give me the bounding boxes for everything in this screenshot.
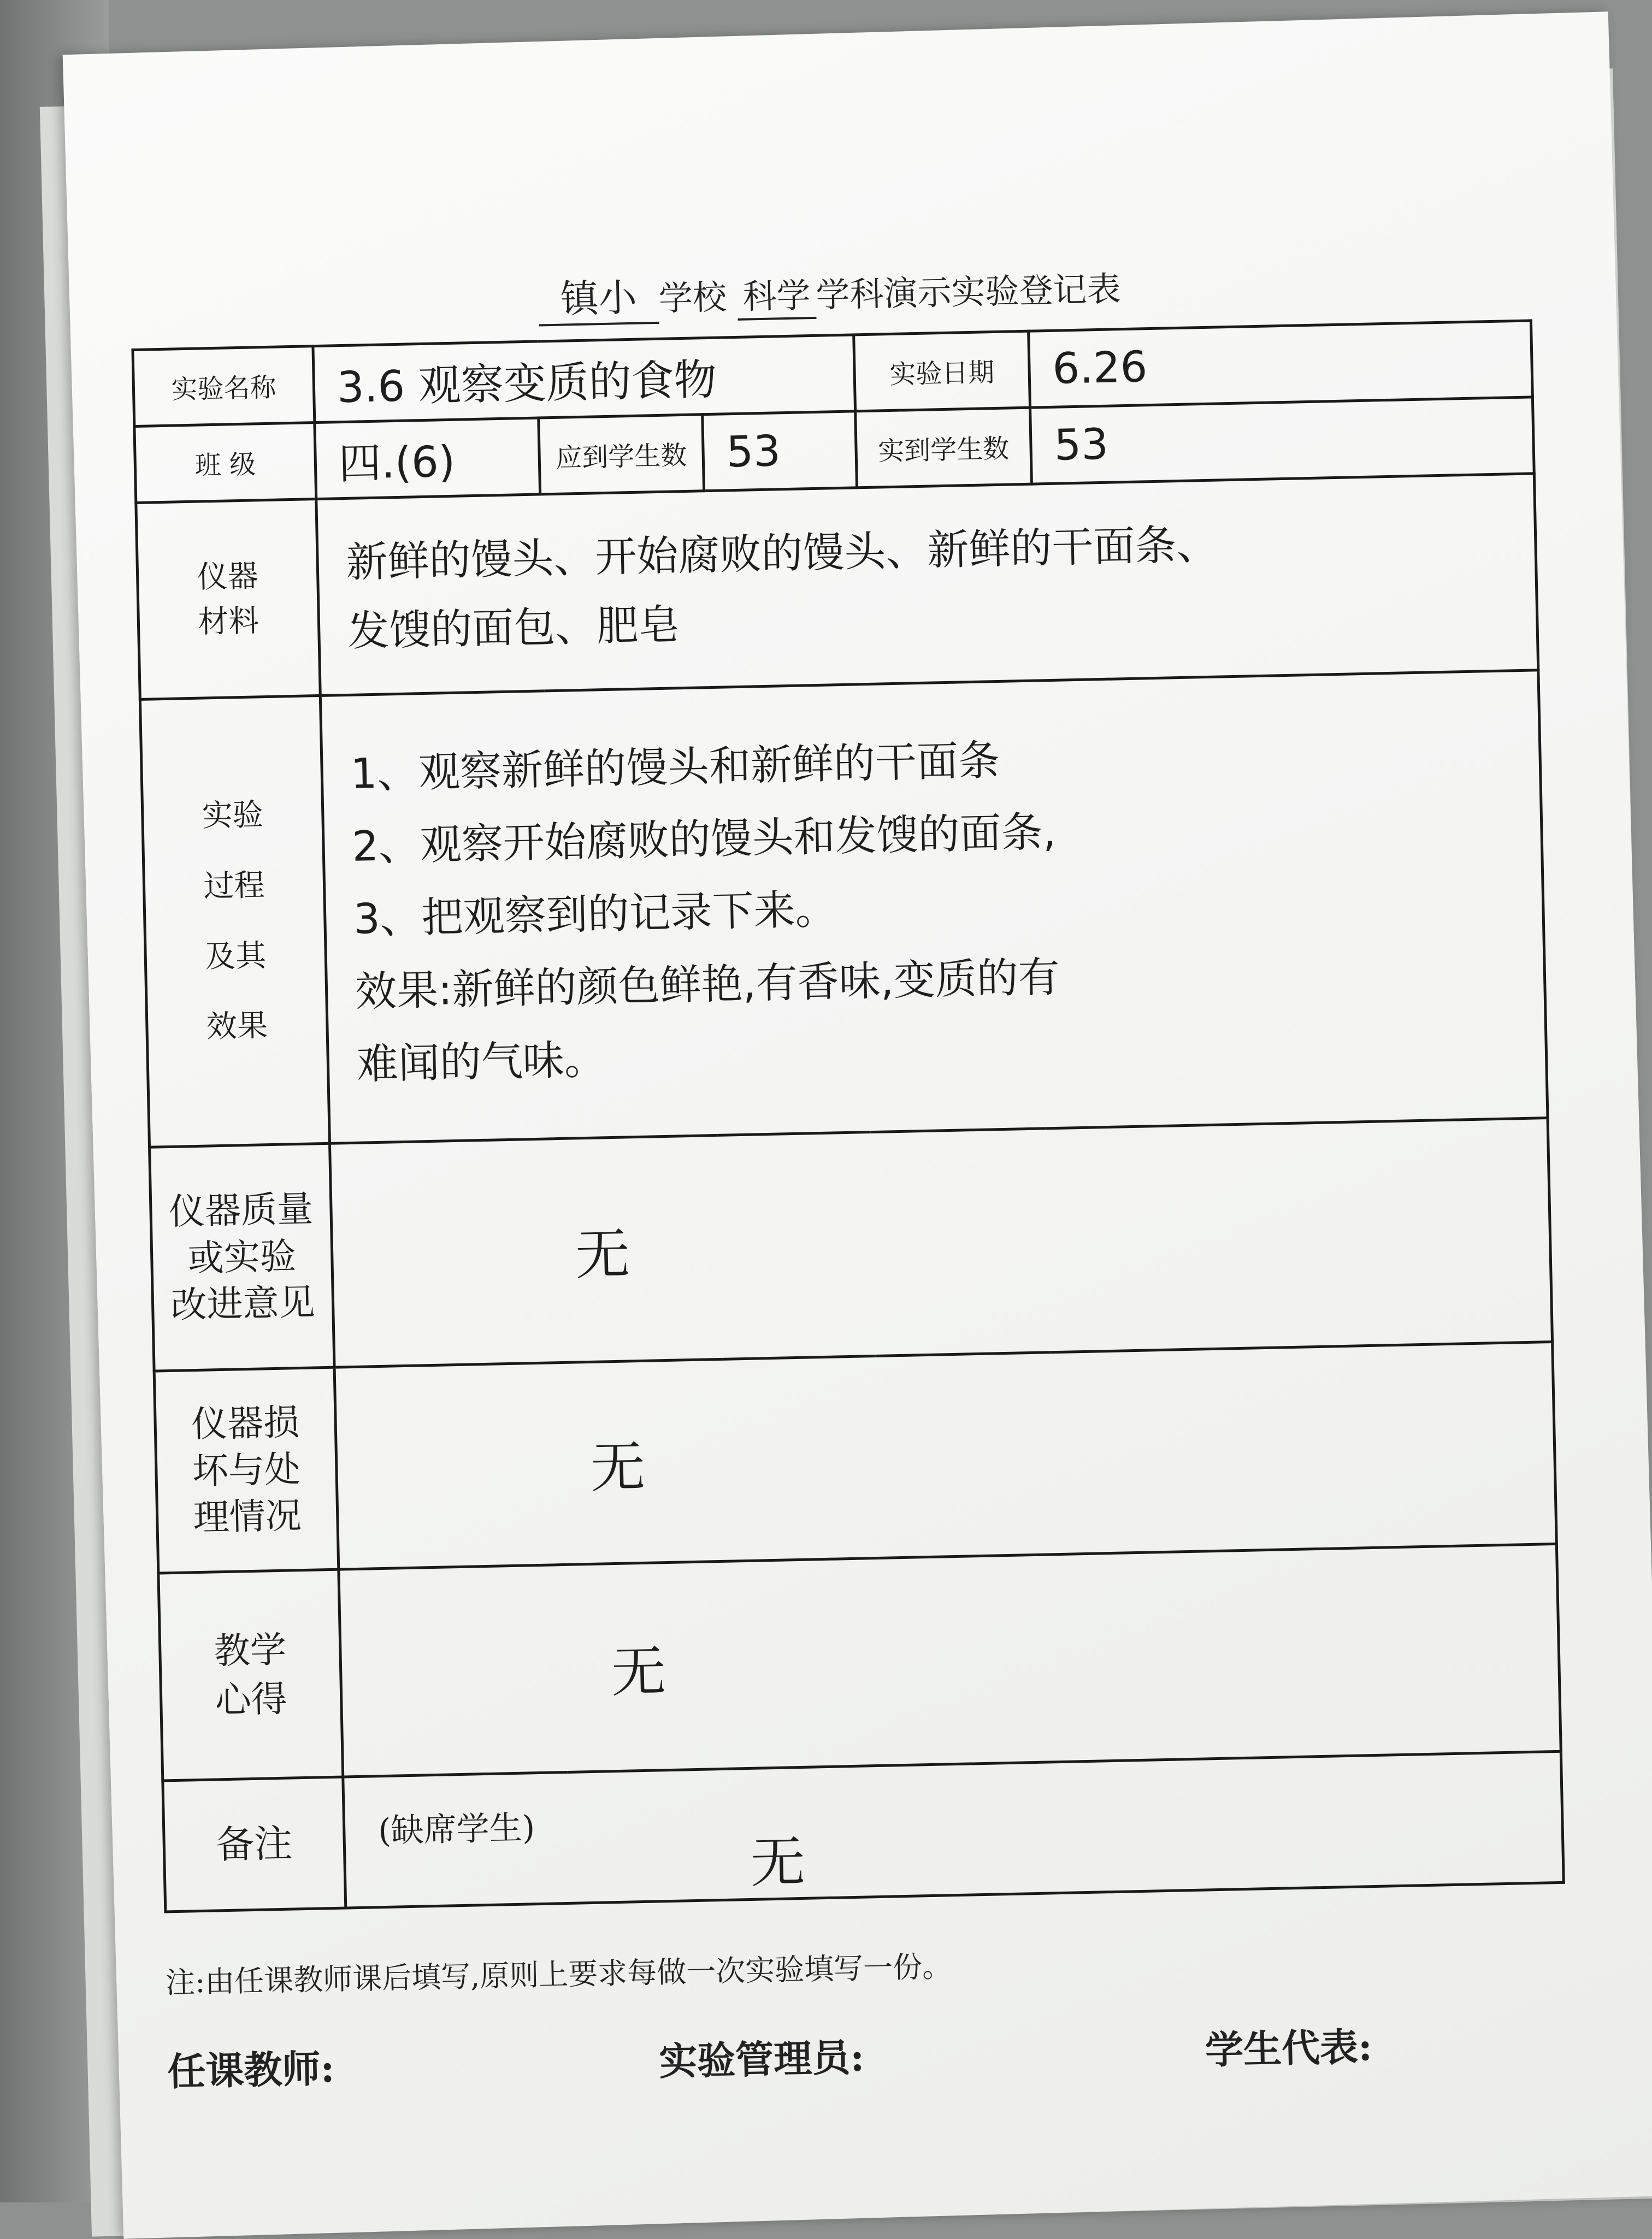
paper-sheet <box>63 11 1652 2238</box>
process-label-line: 实验 <box>202 797 264 834</box>
title-suffix: 学科演示实验登记表 <box>815 269 1122 315</box>
quality-value <box>329 1118 1552 1368</box>
damage-label <box>154 1367 339 1573</box>
damage-label-line: 仪器损 <box>191 1401 300 1446</box>
form-document <box>130 249 1566 2095</box>
process-line: 3、把观察到的记录下来。 <box>353 884 837 943</box>
damage-label-line: 理情况 <box>192 1494 302 1539</box>
remarks-value: 无 <box>750 1829 806 1895</box>
reflection-label-line: 心得 <box>214 1677 288 1721</box>
process-label-line: 过程 <box>203 867 266 905</box>
process-label <box>140 695 329 1147</box>
expected-students-label: 应到学生数 <box>539 415 704 494</box>
process-line: 效果:新鲜的颜色鲜艳,有香味,变质的有 <box>355 952 1060 1016</box>
damage-label-line: 坏与处 <box>192 1448 301 1492</box>
process-line: 2、观察开始腐败的馒头和发馊的面条, <box>351 807 1057 871</box>
materials-label-line: 材料 <box>197 602 260 640</box>
quality-label-line: 仪器质量 <box>168 1188 314 1233</box>
reflection-value <box>339 1544 1561 1777</box>
form-note: 注:由任课教师课后填写,原则上要求每做一次实验填写一份。 <box>165 1949 952 2000</box>
school-label: 学校 <box>658 277 727 318</box>
row-quality <box>150 1118 1553 1372</box>
process-content <box>320 670 1548 1144</box>
quality-value-text: 无 <box>574 1221 631 1287</box>
damage-value-text: 无 <box>589 1434 646 1500</box>
damage-value <box>334 1342 1556 1570</box>
process-label-line: 及其 <box>204 937 267 975</box>
materials-line: 发馊的面包、肥皂 <box>347 599 681 655</box>
row-damage <box>154 1342 1556 1574</box>
reflection-label <box>158 1569 343 1781</box>
student-rep-signature-label: 学生代表: <box>1205 2024 1373 2073</box>
absent-students-label: (缺席学生) <box>377 1809 535 1851</box>
quality-label <box>150 1143 335 1371</box>
class-label: 班 级 <box>134 423 316 503</box>
materials-line: 新鲜的馒头、开始腐败的馒头、新鲜的干面条、 <box>345 519 1219 587</box>
experiment-date-label: 实验日期 <box>854 331 1030 411</box>
registration-table <box>131 319 1565 1913</box>
subject-handwritten: 科学 <box>736 268 816 321</box>
lab-admin-signature-label: 实验管理员: <box>658 2034 865 2084</box>
row-process <box>140 670 1548 1147</box>
expected-students-value: 53 <box>703 411 857 491</box>
reflection-label-line: 教学 <box>214 1629 287 1673</box>
school-name-handwritten: 镇小 <box>538 267 659 327</box>
process-line: 1、观察新鲜的馒头和新鲜的干面条 <box>350 735 1000 798</box>
materials-label-line: 仪器 <box>197 558 259 595</box>
remarks-label: 备注 <box>163 1777 346 1912</box>
actual-students-value: 53 <box>1030 397 1535 484</box>
row-reflection <box>158 1544 1561 1781</box>
row-materials <box>136 474 1538 700</box>
experiment-name-value: 3.6 观察变质的食物 <box>313 335 856 423</box>
remarks-content <box>343 1751 1564 1908</box>
materials-label <box>136 499 320 700</box>
quality-label-line: 或实验 <box>187 1234 297 1279</box>
experiment-date-value: 6.26 <box>1029 321 1533 407</box>
process-label-line: 效果 <box>206 1008 268 1045</box>
process-line: 难闻的气味。 <box>356 1035 606 1089</box>
reflection-value-text: 无 <box>610 1639 667 1704</box>
experiment-name-label: 实验名称 <box>133 346 315 427</box>
teacher-signature-label: 任课教师: <box>167 2046 335 2095</box>
quality-label-line: 改进意见 <box>170 1281 316 1327</box>
form-title <box>130 249 1530 335</box>
actual-students-label: 实到学生数 <box>856 407 1032 488</box>
class-value: 四.(6) <box>315 418 540 499</box>
materials-content <box>316 474 1538 696</box>
